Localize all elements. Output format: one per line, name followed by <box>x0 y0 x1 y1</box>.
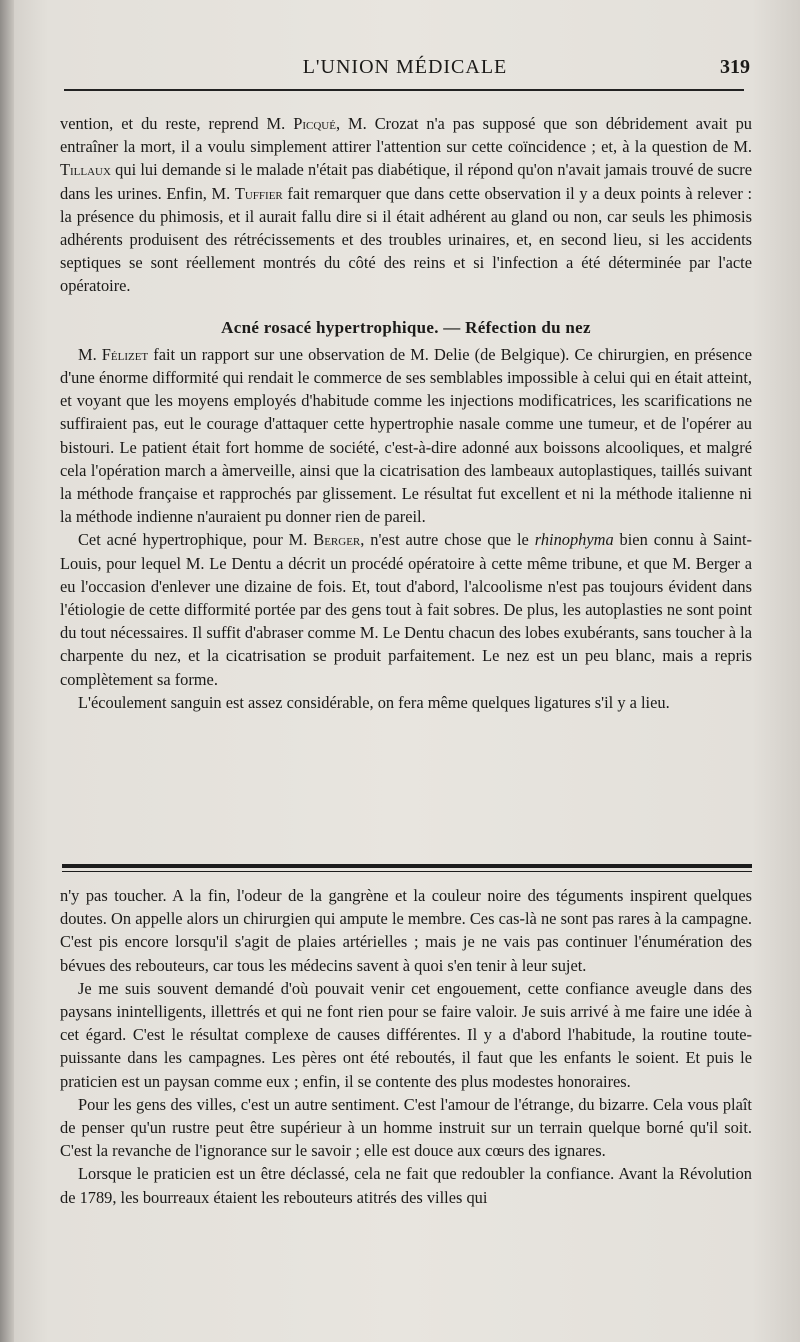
author-name: Picqué <box>293 114 336 133</box>
paragraph: vention, et du reste, reprend M. Picqué, M. Crozat n'a pas supposé que son débridement avait pu entraîner la mort, il a voulu simplement attirer l'attention sur cette coïncidence ; et, à la question de M. Tillaux qui lui demande si le malade n'était pas diabétique, il répond qu'on n'avait jamais trouvé de sucre dans les urines. Enfin, M. Tuffier fait remarquer que dans cette observation il y a deux points à relever : la présence du phimosis, et il aurait fallu dire si il était adhérent au gland ou non, car seuls les phimosis adhérents produisent des rétrécissements et des troubles urinaires, et, en second lieu, si les accidents septiques se sont réellement montrés du côté des reins et si l'infection a été déterminée par l'acte opératoire. <box>60 114 752 296</box>
author-name: Tuffier <box>234 183 283 203</box>
upper-article <box>60 112 752 714</box>
page-number: 319 <box>720 56 750 78</box>
paragraph: Lorsque le praticien est un être déclassé, cela ne fait que redoubler la confiance. Avant la Révolution de 1789, les bourreaux étaient les rebouteurs atitrés des villes qui <box>60 1164 752 1207</box>
section-break-rule-thick <box>62 864 752 868</box>
italic-term: rhinophyma <box>534 530 614 550</box>
paragraph: Cet acné hypertrophique, pour M. Berger, n'est autre chose que le rhinophyma bien connu à Saint-Louis, pour lequel M. Le Dentu a décrit un procédé opératoire à cette même tribune, et que M. Berger a eu l'occasion d'enlever une dizaine de fois. Et, tout d'abord, l'alcoolisme n'est pas toujours évident dans l'étiologie de cette difformité portée par des gens tout à fait sobres. De plus, les autoplasties ne sont point du tout nécessaires. Il suffit d'abraser comme M. Le Dentu chacun des lobes exubérants, sans toucher à la charpente du nez, et la cicatrisation se produit parfaitement. Le nez est un peu blanc, mais a repris complètement sa forme. <box>60 530 752 689</box>
section-heading: Acné rosacé hypertrophique. — Réfection du nez <box>221 317 591 337</box>
author-name: Tillaux <box>60 160 111 180</box>
author-name: Berger <box>313 530 361 550</box>
page-header <box>60 52 750 92</box>
paragraph: Pour les gens des villes, c'est un autre sentiment. C'est l'amour de l'étrange, du bizarre. Cela vous plaît de penser qu'un rustre peut être supérieur à un homme instruit sur un terrain quelque borné qu'il soit. C'est la revanche de l'ignorance sur le savoir ; elle est douce aux cœurs des ignares. <box>60 1094 752 1161</box>
paragraph: M. Félizet fait un rapport sur une observation de M. Delie (de Belgique). Ce chirurgien, en présence d'une énorme difformité qui rendait le commerce de ses semblables impossible à celui qui en était atteint, et voyant que les moyens employés d'habitude comme les injections modificatrices, les scarifications ne suffiraient pas, eut le courage d'attaquer cette hypertrophie nasale comme une tumeur, et de l'opérer au bistouri. Le patient était fort homme de société, c'est-à-dire adonné aux boissons alcooliques, et malgré cela l'opération march a àmerveille, ainsi que la cicatrisation des lambeaux autoplastiques, taillés suivant la méthode française et rapprochés par glissement. Le résultat fut excellent et ni la méthode italienne ni la méthode indienne n'auraient pu donner rien de pareil. <box>60 344 752 527</box>
header-rule <box>64 89 744 91</box>
paragraph: Je me suis souvent demandé d'où pouvait venir cet engouement, cette confiance aveugle dans des paysans inintelligents, illettrés et qui ne font rien pour se faire valoir. Je suis arrivé à me faire une idée à cet égard. C'est le résultat complexe de causes différentes. Il y a d'abord l'habitude, la routine toute-puissante dans les campagnes. Les pères ont été reboutés, il faut que les enfants le soient. Et puis le praticien est un paysan comme eux ; enfin, il se contente des plus modestes honoraires. <box>60 978 752 1091</box>
binding-shadow <box>0 0 14 1342</box>
running-title: L'UNION MÉDICALE <box>302 56 508 78</box>
paragraph: n'y pas toucher. A la fin, l'odeur de la gangrène et la couleur noire des téguments inspirent quelques doutes. On appelle alors un chirurgien qui ampute le membre. Ces cas-là ne sont pas rares à la campagne. C'est pis encore lorsqu'il s'agit de plaies artérielles ; mais je ne vais pas continuer l'énumération des bévues des rebouteurs, car tous les médecins savent à quoi s'en tenir à leur sujet. <box>60 886 752 975</box>
section-break-rule-thin <box>62 871 752 872</box>
author-name: Félizet <box>101 344 149 364</box>
paragraph: L'écoulement sanguin est assez considérable, on fera même quelques ligatures s'il y a lieu. <box>78 692 670 712</box>
lower-article <box>60 884 752 1209</box>
